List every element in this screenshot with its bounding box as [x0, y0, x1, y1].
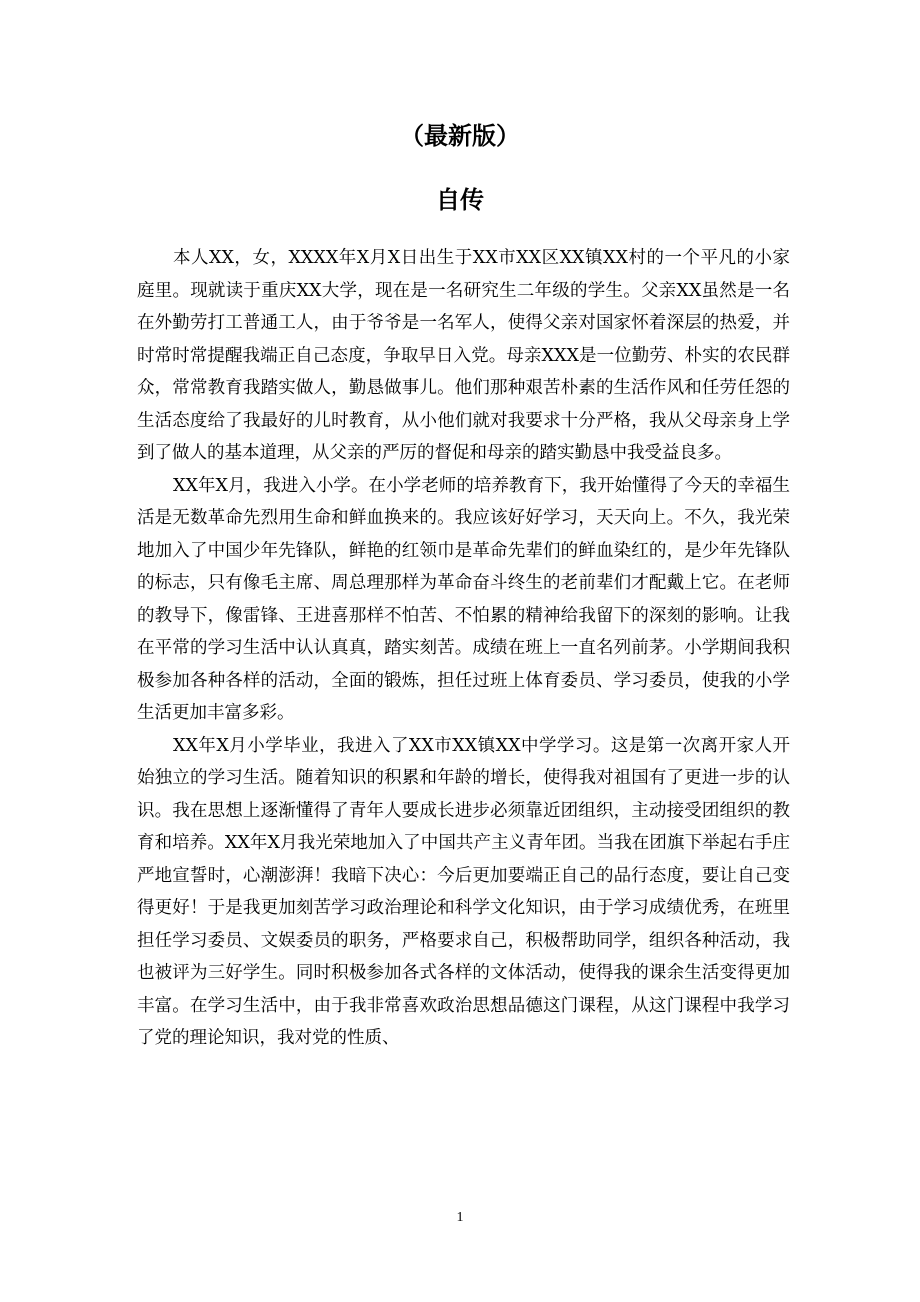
- body-paragraph: XX年X月小学毕业，我进入了XX市XX镇XX中学学习。这是第一次离开家人开始独立的学习生活。随着知识的积累和年龄的增长，使得我对祖国有了更进一步的认识。我在思想上逐渐懂得了青年人要成长进步必须靠近团组织，主动接受团组织的教育和培养。XX年X月我光荣地加入了中国共产主义青年团。当我在团旗下举起右手庄严地宣誓时，心潮澎湃！我暗下决心：今后更加要端正自己的品行态度，要让自己变得更好！于是我更加刻苦学习政治理论和科学文化知识，由于学习成绩优秀，在班里担任学习委员、文娱委员的职务，严格要求自己，积极帮助同学，组织各种活动，我也被评为三好学生。同时积极参加各式各样的文体活动，使得我的课余生活变得更加丰富。在学习生活中，由于我非常喜欢政治思想品德这门课程，从这门课程中我学习了党的理论知识，我对党的性质、: [137, 735, 790, 1048]
- document-body: [137, 242, 790, 1055]
- document-title: 自传: [436, 185, 484, 214]
- body-paragraph: XX年X月，我进入小学。在小学老师的培养教育下，我开始懂得了今天的幸福生活是无数革命先烈用生命和鲜血换来的。我应该好好学习，天天向上。不久，我光荣地加入了中国少年先锋队，鲜艳的红领巾是革命先辈们的鲜血染红的，是少年先锋队的标志，只有像毛主席、周总理那样为革命奋斗终生的老前辈们才配戴上它。在老师的教导下，像雷锋、王进喜那样不怕苦、不怕累的精神给我留下的深刻的影响。让我在平常的学习生活中认认真真，踏实刻苦。成绩在班上一直名列前茅。小学期间我积极参加各种各样的活动，全面的锻炼，担任过班上体育委员、学习委员，使我的小学生活更加丰富多彩。: [137, 475, 790, 723]
- body-paragraph: 本人XX，女，XXXX年X月X日出生于XX市XX区XX镇XX村的一个平凡的小家庭里。现就读于重庆XX大学，现在是一名研究生二年级的学生。父亲XX虽然是一名在外勤劳打工普通工人，由于爷爷是一名军人，使得父亲对国家怀着深层的热爱，并时常时常提醒我端正自己态度，争取早日入党。母亲XXX是一位勤劳、朴实的农民群众，常常教育我踏实做人，勤恳做事儿。他们那种艰苦朴素的生活作风和任劳任怨的生活态度给了我最好的儿时教育，从小他们就对我要求十分严格，我从父母亲身上学到了做人的基本道理，从父亲的严厉的督促和母亲的踏实勤恳中我受益良多。: [137, 248, 790, 463]
- page-number: 1: [456, 1210, 464, 1225]
- document-edition-heading: （最新版）: [400, 121, 520, 150]
